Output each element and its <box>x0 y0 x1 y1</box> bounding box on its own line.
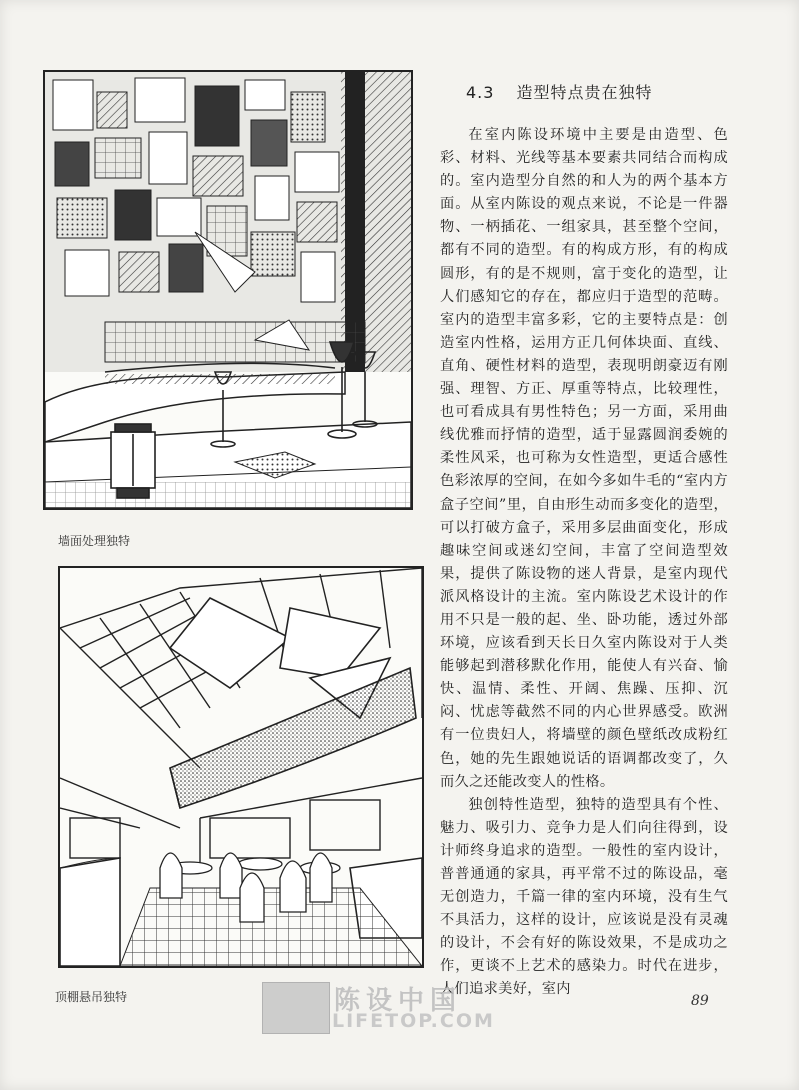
ceiling-sketch-drawing <box>60 568 422 966</box>
top-figure-caption: 墙面处理独特 <box>58 534 131 548</box>
bottom-figure-caption: 顶棚悬吊独特 <box>55 990 128 1004</box>
page-number: 89 <box>691 993 709 1009</box>
wall-illustration <box>43 70 413 510</box>
watermark-chinese: 陈设中国 <box>334 986 463 1016</box>
section-title: 造型特点贵在独特 <box>516 83 653 102</box>
paragraph-2: 独创特性造型，独特的造型具有个性、魅力、吸引力、竞争力是人们向往得到，设计师终身追求的造型。一般性的室内设计，普普通通的家具，再平常不过的陈设品，毫无创造力，千篇一律的室内环境，没有生气不具活力，这样的设计，应该说是没有灵魂的设计，不会有好的陈设效果，不是成功之作，更谈不上艺术的感染力。时代在进步，人们追求美好，室内 <box>440 796 728 998</box>
watermark-logo-icon <box>262 982 330 1034</box>
paragraph-1: 在室内陈设环境中主要是由造型、色彩、材料、光线等基本要素共同结合而构成的。室内造型分自然的和人为的两个基本方面。从室内陈设的观点来说，不论是一件器物、一柄插花、一组家具，甚至整个空间，都有不同的造型。有的构成方形，有的构成圆形，有的是不规则，富于变化的造型，让人们感知它的存在，都应归于造型的范畴。室内的造型丰富多彩，它的主要特点是：创造室内性格，运用方正几何体块面、直线、直角、硬性材料的造型，表现明朗豪迈有刚强、理智、方正、厚重等特点，比较理性，也可看成具有男性特色；另一方面，采用曲线优雅而抒情的造型，适于显露圆润委婉的柔性风采，也可称为女性造型，更适合感性色彩浓厚的空间，在如今多如牛毛的“室内方盒子空间”里，自由形生动而多变化的造型，可以打破方盒子，采用多层曲面变化，形成趣味空间或迷幻空间，丰富了空间造型效果，提供了陈设物的迷人背景，是室内现代派风格设计的主流。室内陈设艺术设计的作用不只是一般的起、坐、卧功能，透过外部环境，应该看到天长日久室内陈设对于人类能够起到潜移默化作用，能使人有兴奋、愉快、温情、柔性、开阔、焦躁、压抑、沉闷、忧虑等截然不同的内心世界感受。欧洲有一位贵妇人，将墙壁的颜色壁纸改成粉红色，她的先生跟她说话的语调都改变了，久而久之还能改变人的性格。 <box>440 127 728 790</box>
body-text <box>440 124 728 1002</box>
site-watermark <box>262 982 538 1032</box>
section-number: 4.3 <box>466 83 495 102</box>
section-heading <box>466 80 652 103</box>
ceiling-illustration <box>58 566 424 968</box>
wall-sketch-drawing <box>45 72 411 508</box>
watermark-english: LIFETOP.COM <box>332 1010 495 1032</box>
